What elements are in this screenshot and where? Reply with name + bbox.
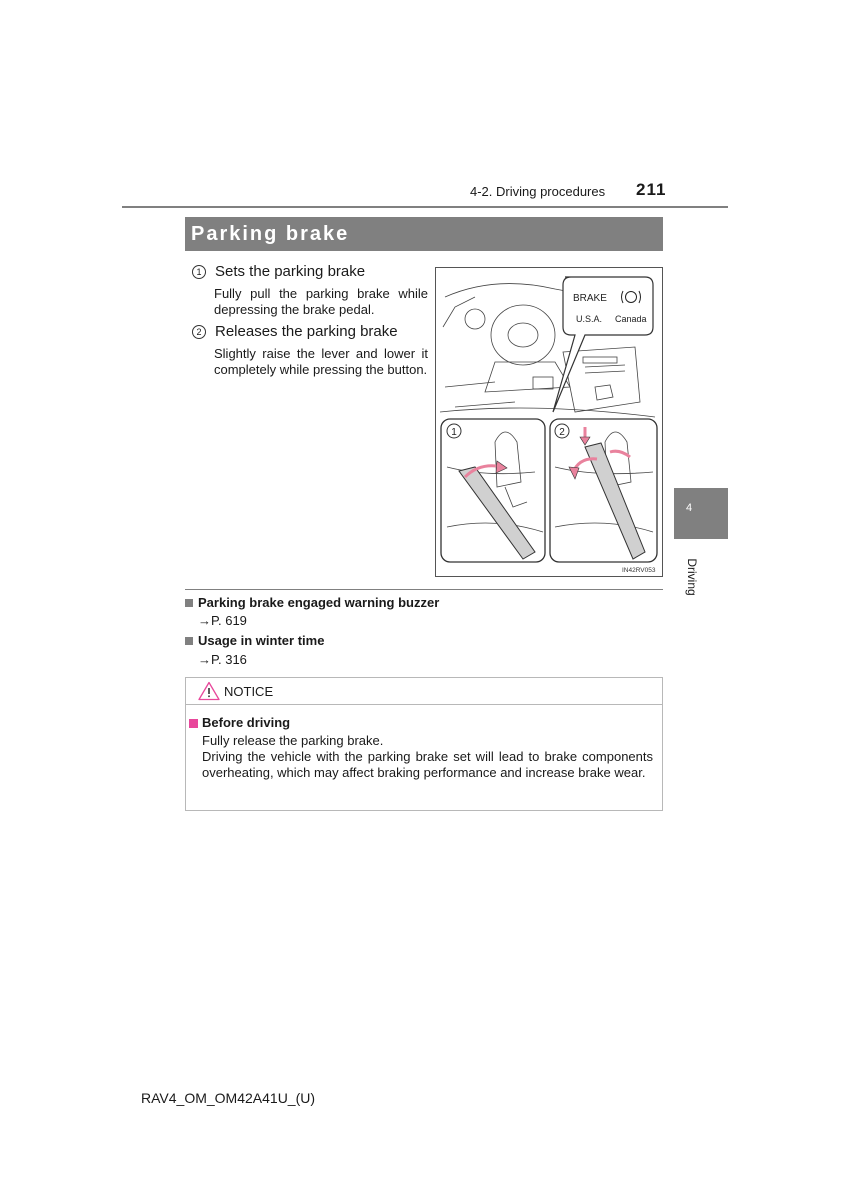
notice-body [186, 705, 662, 781]
note-ref-1: →P. 619 [198, 613, 247, 628]
section-header: 4-2. Driving procedures [470, 184, 606, 199]
note-heading-2-text: Usage in winter time [198, 633, 325, 648]
bullet-square-icon [185, 637, 193, 645]
step-number-2: 2 [192, 325, 206, 339]
notice-line-2: Driving the vehicle with the parking brake set will lead to brake components overheating, which may affect braking performance and increase brake wear. [202, 749, 653, 780]
notes-divider [185, 589, 663, 590]
step-body-1: Fully pull the parking brake while depressing the brake pedal. [214, 286, 428, 317]
footer-doc-id: RAV4_OM_OM42A41U_(U) [141, 1090, 316, 1106]
page-number: 211 [636, 180, 667, 199]
notice-subheading-text: Before driving [202, 715, 291, 730]
step-body-2: Slightly raise the lever and lower it completely while pressing the button. [214, 346, 428, 377]
step-title-2: Releases the parking brake [215, 323, 398, 340]
region-canada: Canada [615, 314, 647, 324]
warning-triangle-icon [198, 681, 220, 701]
figure-code: IN42RV053 [622, 567, 656, 574]
notice-header [186, 678, 662, 705]
page-title: Parking brake [185, 217, 663, 251]
step-number-1: 1 [192, 265, 206, 279]
header-divider [122, 206, 728, 208]
chapter-label: Driving [685, 558, 699, 596]
step-title-1: Sets the parking brake [215, 263, 366, 280]
region-usa: U.S.A. [576, 314, 603, 324]
note-ref-2: →P. 316 [198, 652, 247, 667]
panel-1-number: 1 [451, 427, 457, 438]
notice-line-1: Fully release the parking brake. [202, 733, 384, 748]
note-heading-2 [185, 633, 324, 648]
note-heading-1 [185, 595, 439, 610]
panel-2-number: 2 [559, 427, 565, 438]
parking-brake-illustration [435, 267, 663, 577]
notice-box [185, 677, 663, 811]
note-heading-1-text: Parking brake engaged warning buzzer [198, 595, 440, 610]
chapter-number: 4 [685, 502, 693, 514]
bullet-square-icon [185, 599, 193, 607]
step-2 [192, 323, 428, 377]
indicator-label: BRAKE [573, 293, 607, 304]
bullet-square-icon [189, 719, 198, 728]
notice-subheading [189, 715, 653, 731]
step-1 [192, 263, 428, 317]
notice-label: NOTICE [224, 683, 274, 699]
